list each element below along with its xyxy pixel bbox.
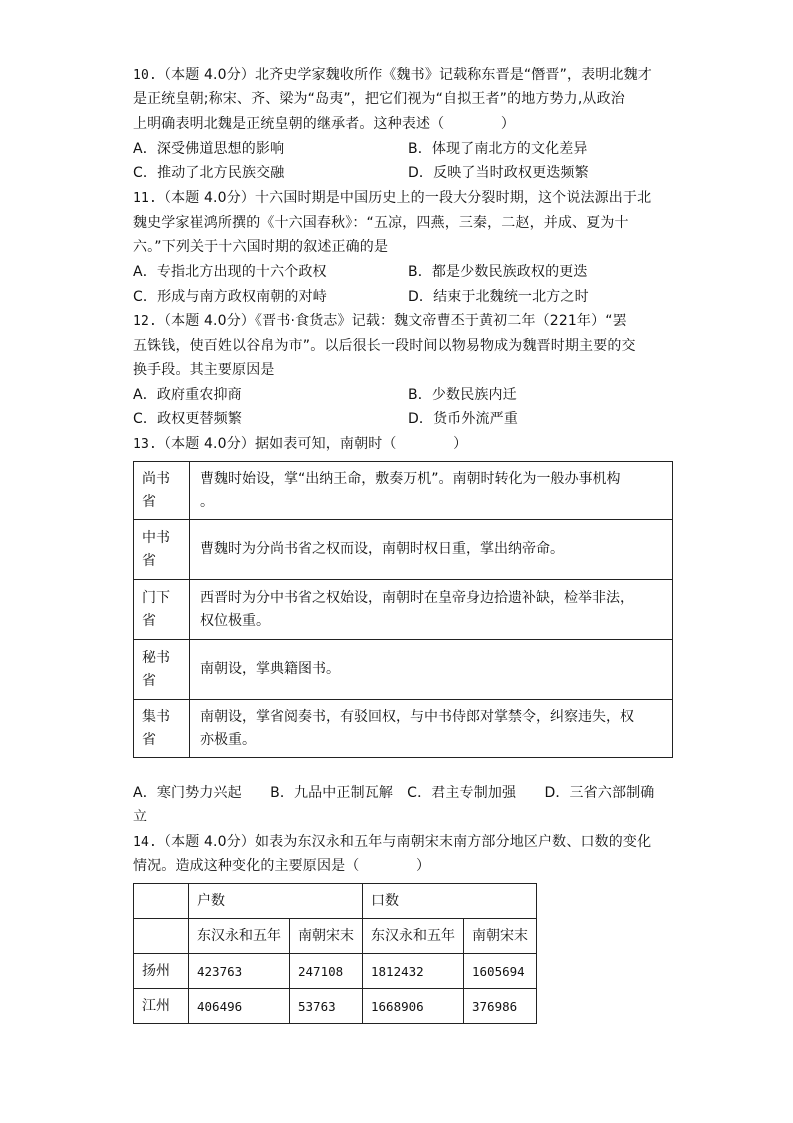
table-subheader-row bbox=[134, 919, 537, 954]
table-value-cell: 1605694 bbox=[464, 954, 537, 989]
table-cell-desc: 南朝设，掌典籍图书。 bbox=[190, 640, 673, 700]
table-cell-label: 秘书 省 bbox=[134, 640, 190, 700]
question-13-line-1: 13.（本题 4.0分）据如表可知，南朝时（ ） bbox=[133, 436, 468, 452]
table-corner-cell bbox=[134, 919, 189, 954]
option-10-a[interactable]: A．深受佛道思想的影响 bbox=[133, 141, 285, 157]
table-row bbox=[134, 640, 673, 700]
option-10-d[interactable]: D．反映了当时政权更迭频繁 bbox=[408, 165, 589, 181]
table-header-row bbox=[134, 884, 537, 919]
table-cell-desc: 曹魏时为分尚书省之权而设，南朝时权日重，掌出纳帝命。 bbox=[190, 520, 673, 580]
option-11-b[interactable]: B．都是少数民族政权的更迭 bbox=[408, 264, 588, 280]
question-12-line-1: 12.（本题 4.0分）《晋书·食货志》记载：魏文帝曹丕于黄初二年（221年）“罢 bbox=[133, 313, 627, 329]
table-subheader: 东汉永和五年 bbox=[189, 919, 290, 954]
table-value-cell: 423763 bbox=[189, 954, 290, 989]
table-value-cell: 247108 bbox=[290, 954, 363, 989]
question-10-number: 10. bbox=[133, 68, 157, 83]
table-value-cell: 406496 bbox=[189, 989, 290, 1024]
option-10-b[interactable]: B．体现了南北方的文化差异 bbox=[408, 141, 588, 157]
question-14-table bbox=[133, 883, 537, 1024]
table-value-cell: 376986 bbox=[464, 989, 537, 1024]
table-region-cell: 扬州 bbox=[134, 954, 189, 989]
table-subheader: 南朝宋末 bbox=[290, 919, 363, 954]
question-11-line-2: 魏史学家崔鸿所撰的《十六国春秋》：“五凉，四燕，三秦，二赵，并成、夏为十 bbox=[133, 215, 629, 231]
option-11-a[interactable]: A．专指北方出现的十六个政权 bbox=[133, 264, 327, 280]
question-14-line-1: 14.（本题 4.0分）如表为东汉永和五年与南朝宋末南方部分地区户数、口数的变化 bbox=[133, 834, 652, 850]
table-value-cell: 1668906 bbox=[363, 989, 464, 1024]
option-11-c[interactable]: C．形成与南方政权南朝的对峙 bbox=[133, 289, 327, 305]
table-region-cell: 江州 bbox=[134, 989, 189, 1024]
table-cell-label: 中书 省 bbox=[134, 520, 190, 580]
question-12-number: 12. bbox=[133, 314, 157, 329]
option-12-d[interactable]: D．货币外流严重 bbox=[408, 411, 518, 427]
question-12-meta: （本题 4.0分） bbox=[156, 313, 256, 329]
question-11-line-1: 11.（本题 4.0分）十六国时期是中国历史上的一段大分裂时期，这个说法源出于北 bbox=[133, 190, 652, 206]
table-cell-desc: 南朝设，掌省阅奏书，有驳回权，与中书侍郎对掌禁令，纠察违失，权 亦极重。 bbox=[190, 700, 673, 758]
question-13-options-wrap: 立 bbox=[133, 809, 148, 825]
question-10-line-3: 上明确表明北魏是正统皇朝的继承者。这种表述（ ） bbox=[133, 116, 516, 132]
table-row bbox=[134, 520, 673, 580]
question-10-meta: （本题 4.0分） bbox=[156, 67, 256, 83]
option-12-c[interactable]: C．政权更替频繁 bbox=[133, 411, 242, 427]
table-cell-label: 尚书 省 bbox=[134, 462, 190, 520]
option-12-b[interactable]: B．少数民族内迁 bbox=[408, 387, 517, 403]
question-13-table bbox=[133, 461, 673, 758]
question-14-meta: （本题 4.0分） bbox=[156, 834, 256, 850]
option-10-c[interactable]: C．推动了北方民族交融 bbox=[133, 165, 285, 181]
question-14-number: 14. bbox=[133, 835, 157, 850]
table-subheader: 东汉永和五年 bbox=[363, 919, 464, 954]
question-10-line-2: 是正统皇朝;称宋、齐、梁为“岛夷”，把它们视为“自拟王者”的地方势力,从政治 bbox=[133, 91, 625, 107]
table-cell-label: 集书 省 bbox=[134, 700, 190, 758]
option-11-d[interactable]: D．结束于北魏统一北方之时 bbox=[408, 289, 589, 305]
question-13-options[interactable]: A．寒门势力兴起 B．九品中正制瓦解 C．君主专制加强 D．三省六部制确 bbox=[133, 785, 655, 801]
question-12-line-3: 换手段。其主要原因是 bbox=[133, 362, 275, 378]
question-12-line-2: 五铢钱，使百姓以谷帛为市”。以后很长一段时间以物易物成为魏晋时期主要的交 bbox=[133, 338, 636, 354]
table-subheader: 南朝宋末 bbox=[464, 919, 537, 954]
table-value-cell: 1812432 bbox=[363, 954, 464, 989]
table-row bbox=[134, 462, 673, 520]
table-row bbox=[134, 700, 673, 758]
question-13-number: 13. bbox=[133, 437, 157, 452]
table-group-header: 户数 bbox=[189, 884, 363, 919]
table-corner-cell bbox=[134, 884, 189, 919]
question-11-number: 11. bbox=[133, 191, 157, 206]
table-cell-desc: 曹魏时始设，掌“出纳王命，敷奏万机”。南朝时转化为一般办事机构 。 bbox=[190, 462, 673, 520]
question-10-line-1: 10.（本题 4.0分）北齐史学家魏收所作《魏书》记载称东晋是“僭晋”，表明北魏才 bbox=[133, 67, 652, 83]
question-13-meta: （本题 4.0分） bbox=[156, 436, 256, 452]
table-row bbox=[134, 580, 673, 640]
table-cell-desc: 西晋时为分中书省之权始设，南朝时在皇帝身边拾遗补缺，检举非法， 权位极重。 bbox=[190, 580, 673, 640]
question-14-line-2: 情况。造成这种变化的主要原因是（ ） bbox=[133, 858, 431, 874]
table-group-header: 口数 bbox=[363, 884, 537, 919]
table-row bbox=[134, 989, 537, 1024]
question-11-line-3: 六。”下列关于十六国时期的叙述正确的是 bbox=[133, 239, 389, 255]
question-11-meta: （本题 4.0分） bbox=[156, 190, 256, 206]
table-value-cell: 53763 bbox=[290, 989, 363, 1024]
table-row bbox=[134, 954, 537, 989]
option-12-a[interactable]: A．政府重农抑商 bbox=[133, 387, 242, 403]
table-cell-label: 门下 省 bbox=[134, 580, 190, 640]
